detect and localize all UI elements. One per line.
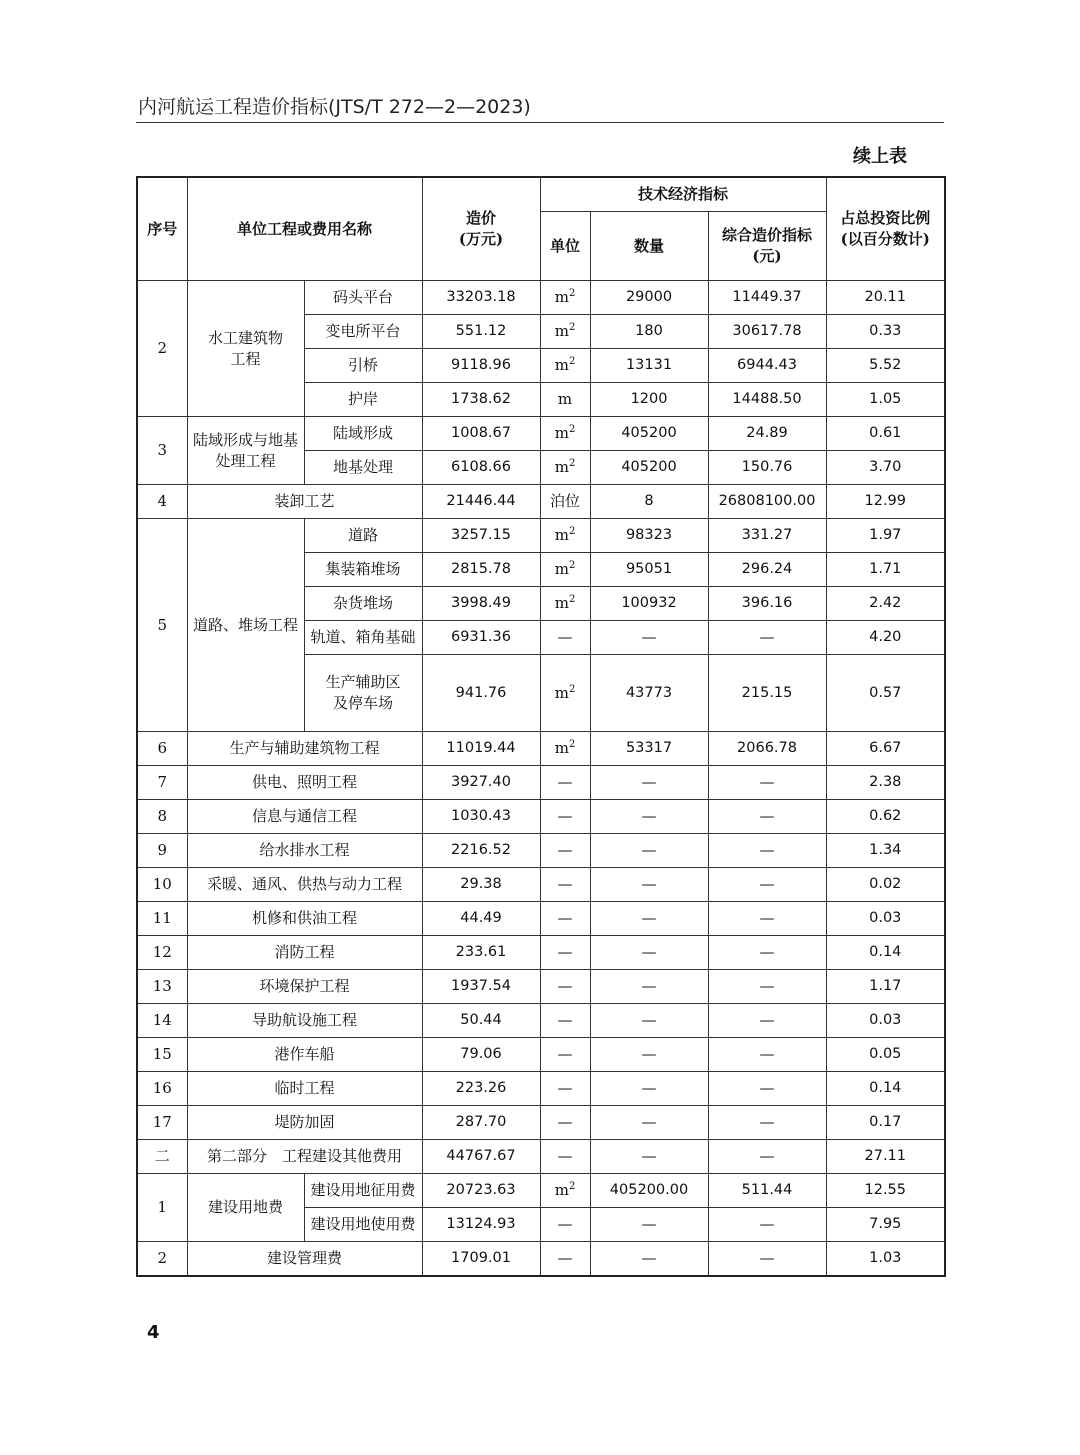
col-tech-group-header: 技术经济指标 — [540, 177, 826, 212]
cost-cell: 6931.36 — [422, 621, 540, 655]
index-cell: 331.27 — [708, 519, 826, 553]
cost-cell: 2216.52 — [422, 834, 540, 868]
quantity-cell: 8 — [590, 485, 708, 519]
cost-cell: 941.76 — [422, 655, 540, 732]
quantity-cell: — — [590, 970, 708, 1004]
header-rule — [136, 122, 944, 123]
sub-item: 地基处理 — [304, 451, 422, 485]
index-cell: — — [708, 834, 826, 868]
unit-cell: — — [540, 1140, 590, 1174]
group-seq: 2 — [137, 281, 187, 417]
ratio-cell: 0.14 — [826, 1072, 945, 1106]
table-row — [137, 519, 945, 553]
item-name: 建设管理费 — [187, 1242, 422, 1277]
col-unit-header: 单位 — [540, 212, 590, 281]
table-row — [137, 868, 945, 902]
group-name: 水工建筑物 工程 — [187, 281, 304, 417]
unit-cell: $m^2$ — [540, 451, 590, 485]
ratio-cell: 3.70 — [826, 451, 945, 485]
quantity-cell: 405200 — [590, 417, 708, 451]
index-cell: — — [708, 1106, 826, 1140]
item-name: 采暖、通风、供热与动力工程 — [187, 868, 422, 902]
index-cell: 511.44 — [708, 1174, 826, 1208]
sub-item: 集装箱堆场 — [304, 553, 422, 587]
ratio-cell: 1.05 — [826, 383, 945, 417]
unit-cell: $m^2$ — [540, 732, 590, 766]
quantity-cell: — — [590, 902, 708, 936]
index-cell: 215.15 — [708, 655, 826, 732]
ratio-cell: 2.42 — [826, 587, 945, 621]
unit-cell: — — [540, 1242, 590, 1277]
cost-cell: 287.70 — [422, 1106, 540, 1140]
index-cell: — — [708, 1208, 826, 1242]
quantity-cell: — — [590, 834, 708, 868]
cost-cell: 33203.18 — [422, 281, 540, 315]
quantity-cell: — — [590, 621, 708, 655]
cost-cell: 9118.96 — [422, 349, 540, 383]
seq-cell: 10 — [137, 868, 187, 902]
table-row — [137, 1140, 945, 1174]
unit-cell: $m^2$ — [540, 417, 590, 451]
cost-cell: 29.38 — [422, 868, 540, 902]
index-cell: 30617.78 — [708, 315, 826, 349]
ratio-cell: 12.55 — [826, 1174, 945, 1208]
sub-item: 道路 — [304, 519, 422, 553]
quantity-cell: — — [590, 766, 708, 800]
index-cell: — — [708, 1242, 826, 1277]
unit-cell: $m^2$ — [540, 655, 590, 732]
item-name: 机修和供油工程 — [187, 902, 422, 936]
sub-item: 建设用地征用费 — [304, 1174, 422, 1208]
item-name: 堤防加固 — [187, 1106, 422, 1140]
cost-cell: 11019.44 — [422, 732, 540, 766]
group-seq: 3 — [137, 417, 187, 485]
ratio-cell: 0.62 — [826, 800, 945, 834]
unit-cell: — — [540, 1038, 590, 1072]
table-row — [137, 834, 945, 868]
cost-cell: 1738.62 — [422, 383, 540, 417]
ratio-cell: 27.11 — [826, 1140, 945, 1174]
group-name: 道路、堆场工程 — [187, 519, 304, 732]
unit-cell: — — [540, 834, 590, 868]
quantity-cell: — — [590, 936, 708, 970]
seq-cell: 15 — [137, 1038, 187, 1072]
ratio-cell: 1.34 — [826, 834, 945, 868]
ratio-cell: 1.71 — [826, 553, 945, 587]
table-row — [137, 281, 945, 315]
cost-index-table — [136, 176, 946, 1277]
table-row — [137, 766, 945, 800]
index-cell: 26808100.00 — [708, 485, 826, 519]
index-cell: 2066.78 — [708, 732, 826, 766]
ratio-cell: 5.52 — [826, 349, 945, 383]
index-cell: 14488.50 — [708, 383, 826, 417]
index-cell: — — [708, 868, 826, 902]
cost-cell: 3998.49 — [422, 587, 540, 621]
unit-cell: — — [540, 868, 590, 902]
col-name-header: 单位工程或费用名称 — [187, 177, 422, 281]
seq-cell: 14 — [137, 1004, 187, 1038]
table-row — [137, 1106, 945, 1140]
ratio-cell: 20.11 — [826, 281, 945, 315]
ratio-cell: 7.95 — [826, 1208, 945, 1242]
quantity-cell: — — [590, 1106, 708, 1140]
seq-cell: 二 — [137, 1140, 187, 1174]
unit-cell: — — [540, 800, 590, 834]
ratio-cell: 1.03 — [826, 1242, 945, 1277]
item-name: 港作车船 — [187, 1038, 422, 1072]
index-cell: — — [708, 970, 826, 1004]
sub-item: 码头平台 — [304, 281, 422, 315]
sub-item: 生产辅助区 及停车场 — [304, 655, 422, 732]
item-name: 环境保护工程 — [187, 970, 422, 1004]
ratio-cell: 0.33 — [826, 315, 945, 349]
table-row — [137, 800, 945, 834]
cost-cell: 551.12 — [422, 315, 540, 349]
group-seq: 1 — [137, 1174, 187, 1242]
seq-cell: 6 — [137, 732, 187, 766]
group-name: 建设用地费 — [187, 1174, 304, 1242]
header-row — [137, 177, 945, 212]
cost-cell: 44.49 — [422, 902, 540, 936]
col-ratio-header: 占总投资比例 (以百分数计) — [826, 177, 945, 281]
index-cell: — — [708, 766, 826, 800]
cost-cell: 223.26 — [422, 1072, 540, 1106]
quantity-cell: 405200 — [590, 451, 708, 485]
item-name: 消防工程 — [187, 936, 422, 970]
col-seq-header: 序号 — [137, 177, 187, 281]
quantity-cell: 405200.00 — [590, 1174, 708, 1208]
ratio-cell: 1.17 — [826, 970, 945, 1004]
quantity-cell: 13131 — [590, 349, 708, 383]
index-cell: — — [708, 1038, 826, 1072]
index-cell: — — [708, 1004, 826, 1038]
cost-cell: 6108.66 — [422, 451, 540, 485]
cost-cell: 50.44 — [422, 1004, 540, 1038]
item-name: 导助航设施工程 — [187, 1004, 422, 1038]
running-title: 内河航运工程造价指标(JTS/T 272—2—2023) — [138, 96, 531, 118]
seq-cell: 16 — [137, 1072, 187, 1106]
item-name: 装卸工艺 — [187, 485, 422, 519]
unit-cell: — — [540, 766, 590, 800]
unit-cell: m — [540, 383, 590, 417]
unit-cell: $m^2$ — [540, 519, 590, 553]
sub-item: 建设用地使用费 — [304, 1208, 422, 1242]
sub-item: 杂货堆场 — [304, 587, 422, 621]
index-cell: 11449.37 — [708, 281, 826, 315]
ratio-cell: 0.61 — [826, 417, 945, 451]
table-row — [137, 936, 945, 970]
cost-cell: 2815.78 — [422, 553, 540, 587]
table-row — [137, 1004, 945, 1038]
index-cell: 150.76 — [708, 451, 826, 485]
quantity-cell: — — [590, 1242, 708, 1277]
ratio-cell: 0.02 — [826, 868, 945, 902]
col-cost-header: 造价 (万元) — [422, 177, 540, 281]
cost-cell: 233.61 — [422, 936, 540, 970]
cost-cell: 1709.01 — [422, 1242, 540, 1277]
quantity-cell: 1200 — [590, 383, 708, 417]
unit-cell: — — [540, 970, 590, 1004]
unit-cell: $m^2$ — [540, 553, 590, 587]
unit-cell: $m^2$ — [540, 587, 590, 621]
quantity-cell: — — [590, 868, 708, 902]
sub-item: 陆域形成 — [304, 417, 422, 451]
index-cell: 296.24 — [708, 553, 826, 587]
item-name: 生产与辅助建筑物工程 — [187, 732, 422, 766]
seq-cell: 9 — [137, 834, 187, 868]
unit-cell: $m^2$ — [540, 349, 590, 383]
table-row — [137, 485, 945, 519]
index-cell: — — [708, 800, 826, 834]
ratio-cell: 0.14 — [826, 936, 945, 970]
quantity-cell: — — [590, 1038, 708, 1072]
index-cell: — — [708, 936, 826, 970]
quantity-cell: 100932 — [590, 587, 708, 621]
table-row — [137, 1038, 945, 1072]
ratio-cell: 12.99 — [826, 485, 945, 519]
unit-cell: $m^2$ — [540, 315, 590, 349]
continued-label: 续上表 — [853, 146, 907, 167]
table-row — [137, 970, 945, 1004]
quantity-cell: — — [590, 1208, 708, 1242]
cost-cell: 1030.43 — [422, 800, 540, 834]
index-cell: 24.89 — [708, 417, 826, 451]
item-name: 临时工程 — [187, 1072, 422, 1106]
seq-cell: 12 — [137, 936, 187, 970]
ratio-cell: 0.03 — [826, 902, 945, 936]
quantity-cell: — — [590, 1140, 708, 1174]
table-row — [137, 1174, 945, 1208]
table-row — [137, 1242, 945, 1277]
quantity-cell: — — [590, 1072, 708, 1106]
seq-cell: 11 — [137, 902, 187, 936]
unit-cell: — — [540, 1072, 590, 1106]
sub-item: 变电所平台 — [304, 315, 422, 349]
quantity-cell: — — [590, 1004, 708, 1038]
index-cell: 396.16 — [708, 587, 826, 621]
ratio-cell: 0.57 — [826, 655, 945, 732]
col-index-header: 综合造价指标 (元) — [708, 212, 826, 281]
unit-cell: — — [540, 621, 590, 655]
cost-cell: 44767.67 — [422, 1140, 540, 1174]
page-number: 4 — [147, 1322, 160, 1343]
cost-cell: 1008.67 — [422, 417, 540, 451]
quantity-cell: — — [590, 800, 708, 834]
unit-cell: $m^2$ — [540, 281, 590, 315]
quantity-cell: 53317 — [590, 732, 708, 766]
quantity-cell: 95051 — [590, 553, 708, 587]
unit-cell: — — [540, 936, 590, 970]
seq-cell: 2 — [137, 1242, 187, 1277]
cost-cell: 3927.40 — [422, 766, 540, 800]
ratio-cell: 4.20 — [826, 621, 945, 655]
col-quantity-header: 数量 — [590, 212, 708, 281]
group-name: 陆域形成与地基 处理工程 — [187, 417, 304, 485]
ratio-cell: 1.97 — [826, 519, 945, 553]
unit-cell: $m^2$ — [540, 1174, 590, 1208]
ratio-cell: 0.03 — [826, 1004, 945, 1038]
table-row — [137, 1072, 945, 1106]
seq-cell: 17 — [137, 1106, 187, 1140]
item-name: 给水排水工程 — [187, 834, 422, 868]
cost-cell: 13124.93 — [422, 1208, 540, 1242]
unit-cell: — — [540, 1208, 590, 1242]
cost-cell: 21446.44 — [422, 485, 540, 519]
item-name: 第二部分 工程建设其他费用 — [187, 1140, 422, 1174]
ratio-cell: 0.05 — [826, 1038, 945, 1072]
cost-cell: 79.06 — [422, 1038, 540, 1072]
unit-cell: 泊位 — [540, 485, 590, 519]
sub-item: 护岸 — [304, 383, 422, 417]
unit-cell: — — [540, 1004, 590, 1038]
seq-cell: 7 — [137, 766, 187, 800]
index-cell: — — [708, 1140, 826, 1174]
index-cell: — — [708, 1072, 826, 1106]
table-row — [137, 417, 945, 451]
cost-cell: 1937.54 — [422, 970, 540, 1004]
item-name: 信息与通信工程 — [187, 800, 422, 834]
index-cell: — — [708, 902, 826, 936]
cost-cell: 20723.63 — [422, 1174, 540, 1208]
sub-item: 引桥 — [304, 349, 422, 383]
cost-cell: 3257.15 — [422, 519, 540, 553]
sub-item: 轨道、箱角基础 — [304, 621, 422, 655]
table-row — [137, 902, 945, 936]
table-row — [137, 732, 945, 766]
quantity-cell: 43773 — [590, 655, 708, 732]
seq-cell: 13 — [137, 970, 187, 1004]
quantity-cell: 180 — [590, 315, 708, 349]
seq-cell: 4 — [137, 485, 187, 519]
quantity-cell: 29000 — [590, 281, 708, 315]
unit-cell: — — [540, 1106, 590, 1140]
ratio-cell: 0.17 — [826, 1106, 945, 1140]
seq-cell: 8 — [137, 800, 187, 834]
group-seq: 5 — [137, 519, 187, 732]
item-name: 供电、照明工程 — [187, 766, 422, 800]
quantity-cell: 98323 — [590, 519, 708, 553]
ratio-cell: 2.38 — [826, 766, 945, 800]
index-cell: — — [708, 621, 826, 655]
index-cell: 6944.43 — [708, 349, 826, 383]
ratio-cell: 6.67 — [826, 732, 945, 766]
unit-cell: — — [540, 902, 590, 936]
